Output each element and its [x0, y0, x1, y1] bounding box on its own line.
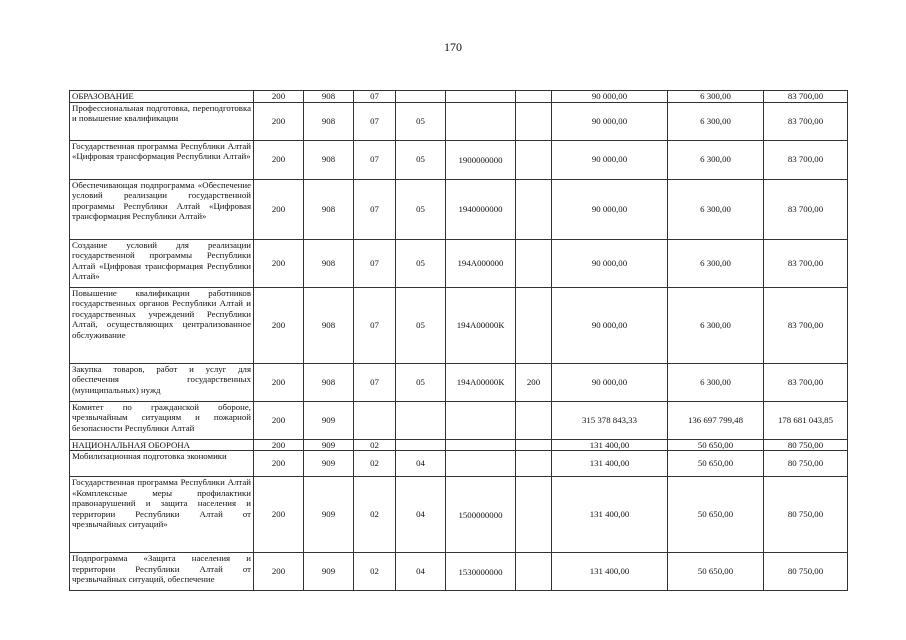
section-cell: 07: [354, 102, 396, 140]
amount-federal-cell: 50 650,00: [668, 451, 764, 477]
amount-regional-cell: 80 750,00: [764, 477, 848, 553]
expense-type-cell: [516, 477, 552, 553]
amount-total-cell: 131 400,00: [552, 477, 668, 553]
amount-federal-cell: 6 300,00: [668, 91, 764, 103]
subsection-cell: 04: [396, 553, 446, 591]
expense-type-cell: [516, 239, 552, 287]
table-row: [70, 179, 848, 239]
amount-total-cell: 131 400,00: [552, 439, 668, 451]
department-cell: 909: [304, 451, 354, 477]
section-cell: 07: [354, 91, 396, 103]
code-cell: 200: [254, 477, 304, 553]
amount-total-cell: 90 000,00: [552, 239, 668, 287]
expense-type-cell: [516, 140, 552, 179]
amount-federal-cell: 6 300,00: [668, 179, 764, 239]
page-number: 170: [444, 40, 462, 54]
table-row: [70, 287, 848, 363]
code-cell: 200: [254, 140, 304, 179]
amount-total-cell: 90 000,00: [552, 179, 668, 239]
amount-regional-cell: 83 700,00: [764, 287, 848, 363]
subsection-cell: 05: [396, 102, 446, 140]
amount-regional-cell: 80 750,00: [764, 451, 848, 477]
row-name-cell: НАЦИОНАЛЬНАЯ ОБОРОНА: [70, 439, 254, 451]
amount-federal-cell: 6 300,00: [668, 287, 764, 363]
expense-type-cell: 200: [516, 363, 552, 401]
subsection-cell: 04: [396, 477, 446, 553]
target-article-cell: [446, 439, 516, 451]
target-article-cell: 1900000000: [446, 140, 516, 179]
amount-total-cell: 90 000,00: [552, 91, 668, 103]
section-cell: [354, 401, 396, 439]
row-name-cell: Мобилизационная подготовка экономики: [70, 451, 254, 477]
target-article-cell: [446, 102, 516, 140]
code-cell: 200: [254, 451, 304, 477]
table-row: [70, 401, 848, 439]
table-row: [70, 451, 848, 477]
expense-type-cell: [516, 451, 552, 477]
department-cell: 909: [304, 401, 354, 439]
row-name-cell: Повышение квалификации работников государственных органов Республики Алтай и государственных учреждений Республики Алтай, осуществляющих централизованное обслуживание: [70, 287, 254, 363]
target-article-cell: 1940000000: [446, 179, 516, 239]
table-row: [70, 102, 848, 140]
amount-regional-cell: 83 700,00: [764, 140, 848, 179]
expense-type-cell: [516, 91, 552, 103]
target-article-cell: [446, 401, 516, 439]
subsection-cell: 05: [396, 363, 446, 401]
amount-federal-cell: 6 300,00: [668, 140, 764, 179]
table-row: [70, 553, 848, 591]
amount-regional-cell: 80 750,00: [764, 553, 848, 591]
department-cell: 908: [304, 140, 354, 179]
code-cell: 200: [254, 401, 304, 439]
amount-total-cell: 90 000,00: [552, 140, 668, 179]
section-cell: 07: [354, 179, 396, 239]
code-cell: 200: [254, 553, 304, 591]
code-cell: 200: [254, 102, 304, 140]
code-cell: 200: [254, 287, 304, 363]
amount-regional-cell: 80 750,00: [764, 439, 848, 451]
code-cell: 200: [254, 239, 304, 287]
target-article-cell: 194А00000К: [446, 363, 516, 401]
subsection-cell: 05: [396, 239, 446, 287]
amount-federal-cell: 6 300,00: [668, 239, 764, 287]
row-name-cell: Подпрограмма «Защита населения и территории Республики Алтай от чрезвычайных ситуаций, обеспечение: [70, 553, 254, 591]
budget-table: [69, 90, 848, 591]
code-cell: 200: [254, 363, 304, 401]
row-name-cell: Комитет по гражданской обороне, чрезвычайным ситуациям и пожарной безопасности Республики Алтай: [70, 401, 254, 439]
department-cell: 908: [304, 102, 354, 140]
department-cell: 908: [304, 91, 354, 103]
target-article-cell: 1530000000: [446, 553, 516, 591]
target-article-cell: 194А00000К: [446, 287, 516, 363]
subsection-cell: 05: [396, 179, 446, 239]
subsection-cell: 04: [396, 451, 446, 477]
amount-total-cell: 90 000,00: [552, 363, 668, 401]
section-cell: 02: [354, 477, 396, 553]
amount-regional-cell: 83 700,00: [764, 239, 848, 287]
table-row: [70, 91, 848, 103]
amount-regional-cell: 83 700,00: [764, 102, 848, 140]
code-cell: 200: [254, 439, 304, 451]
amount-federal-cell: 50 650,00: [668, 439, 764, 451]
amount-total-cell: 131 400,00: [552, 451, 668, 477]
row-name-cell: Закупка товаров, работ и услуг для обеспечения государственных (муниципальных) нужд: [70, 363, 254, 401]
expense-type-cell: [516, 439, 552, 451]
row-name-cell: Обеспечивающая подпрограмма «Обеспечение условий реализации государственной программы Республики Алтай «Цифровая трансформация Республики Алтай»: [70, 179, 254, 239]
expense-type-cell: [516, 179, 552, 239]
amount-federal-cell: 6 300,00: [668, 363, 764, 401]
amount-regional-cell: 83 700,00: [764, 91, 848, 103]
target-article-cell: [446, 451, 516, 477]
section-cell: 07: [354, 363, 396, 401]
section-cell: 02: [354, 439, 396, 451]
subsection-cell: 05: [396, 287, 446, 363]
expense-type-cell: [516, 287, 552, 363]
target-article-cell: 1500000000: [446, 477, 516, 553]
subsection-cell: 05: [396, 140, 446, 179]
department-cell: 909: [304, 477, 354, 553]
section-cell: 02: [354, 451, 396, 477]
department-cell: 909: [304, 553, 354, 591]
row-name-cell: Государственная программа Республики Алтай «Цифровая трансформация Республики Алтай»: [70, 140, 254, 179]
department-cell: 909: [304, 439, 354, 451]
amount-total-cell: 90 000,00: [552, 102, 668, 140]
amount-federal-cell: 50 650,00: [668, 477, 764, 553]
expense-type-cell: [516, 401, 552, 439]
amount-regional-cell: 83 700,00: [764, 179, 848, 239]
subsection-cell: [396, 401, 446, 439]
table-row: [70, 239, 848, 287]
expense-type-cell: [516, 102, 552, 140]
row-name-cell: Создание условий для реализации государственной программы Республики Алтай «Цифровая трансформация Республики Алтай»: [70, 239, 254, 287]
row-name-cell: Государственная программа Республики Алтай «Комплексные меры профилактики правонарушений и защита населения и территории Республики Алтай от чрезвычайных ситуаций»: [70, 477, 254, 553]
section-cell: 07: [354, 140, 396, 179]
section-cell: 02: [354, 553, 396, 591]
amount-federal-cell: 136 697 799,48: [668, 401, 764, 439]
row-name-cell: Профессиональная подготовка, переподготовка и повышение квалификации: [70, 102, 254, 140]
section-cell: 07: [354, 239, 396, 287]
table-row: [70, 477, 848, 553]
department-cell: 908: [304, 363, 354, 401]
table-row: [70, 140, 848, 179]
table-row: [70, 439, 848, 451]
department-cell: 908: [304, 287, 354, 363]
amount-total-cell: 315 378 843,33: [552, 401, 668, 439]
expense-type-cell: [516, 553, 552, 591]
subsection-cell: [396, 439, 446, 451]
subsection-cell: [396, 91, 446, 103]
amount-regional-cell: 83 700,00: [764, 363, 848, 401]
amount-total-cell: 131 400,00: [552, 553, 668, 591]
code-cell: 200: [254, 179, 304, 239]
table-row: [70, 363, 848, 401]
amount-total-cell: 90 000,00: [552, 287, 668, 363]
amount-federal-cell: 6 300,00: [668, 102, 764, 140]
department-cell: 908: [304, 179, 354, 239]
amount-federal-cell: 50 650,00: [668, 553, 764, 591]
department-cell: 908: [304, 239, 354, 287]
section-cell: 07: [354, 287, 396, 363]
row-name-cell: ОБРАЗОВАНИЕ: [70, 91, 254, 103]
code-cell: 200: [254, 91, 304, 103]
amount-regional-cell: 178 681 043,85: [764, 401, 848, 439]
target-article-cell: 194А000000: [446, 239, 516, 287]
target-article-cell: [446, 91, 516, 103]
